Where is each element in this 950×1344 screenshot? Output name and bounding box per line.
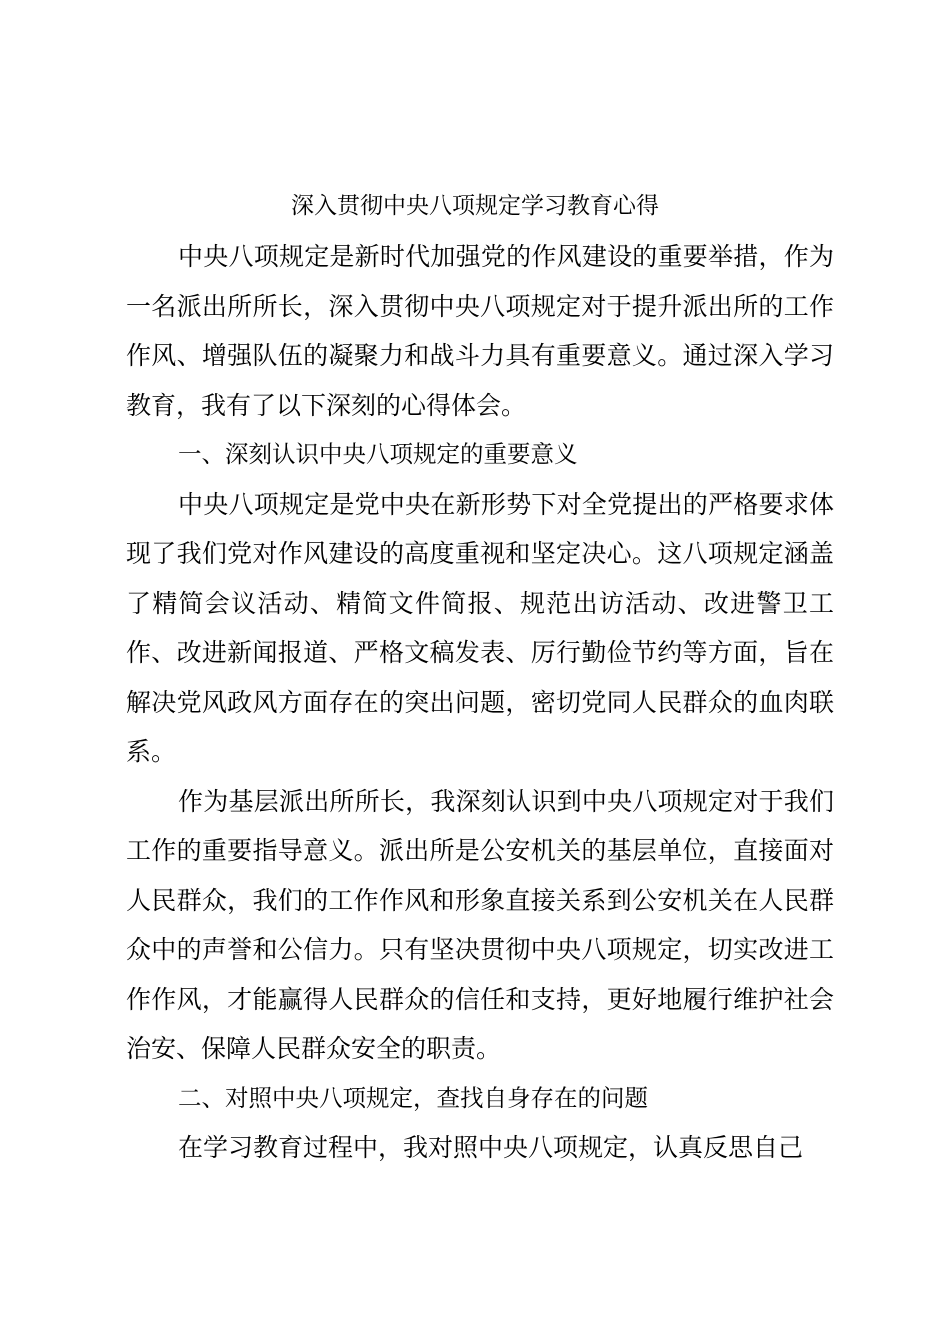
paragraph-section-1-a: 中央八项规定是党中央在新形势下对全党提出的严格要求体现了我们党对作风建设的高度重视和坚定决心。这八项规定涵盖了精简会议活动、精简文件简报、规范出访活动、改进警卫工作、改进新闻报道、严格文稿发表、厉行勤俭节约等方面，旨在解决党风政风方面存在的突出问题，密切党同人民群众的血肉联系。 [126, 489, 834, 766]
section-heading-1: 一、深刻认识中央八项规定的重要意义 [178, 440, 578, 468]
paragraph-intro: 中央八项规定是新时代加强党的作风建设的重要举措，作为一名派出所所长，深入贯彻中央八项规定对于提升派出所的工作作风、增强队伍的凝聚力和战斗力具有重要意义。通过深入学习教育，我有了以下深刻的心得体会。 [126, 242, 834, 420]
document-title: 深入贯彻中央八项规定学习教育心得 [291, 193, 659, 219]
document-body [126, 232, 834, 1173]
section-heading-2: 二、对照中央八项规定，查找自身存在的问题 [178, 1083, 648, 1112]
paragraph-section-1-b: 作为基层派出所所长，我深刻认识到中央八项规定对于我们工作的重要指导意义。派出所是公安机关的基层单位，直接面对人民群众，我们的工作作风和形象直接关系到公安机关在人民群众中的声誉和公信力。只有坚决贯彻中央八项规定，切实改进工作作风，才能赢得人民群众的信任和支持，更好地履行维护社会治安、保障人民群众安全的职责。 [126, 786, 834, 1063]
paragraph-section-2-a: 在学习教育过程中，我对照中央八项规定，认真反思自己 [178, 1133, 804, 1162]
